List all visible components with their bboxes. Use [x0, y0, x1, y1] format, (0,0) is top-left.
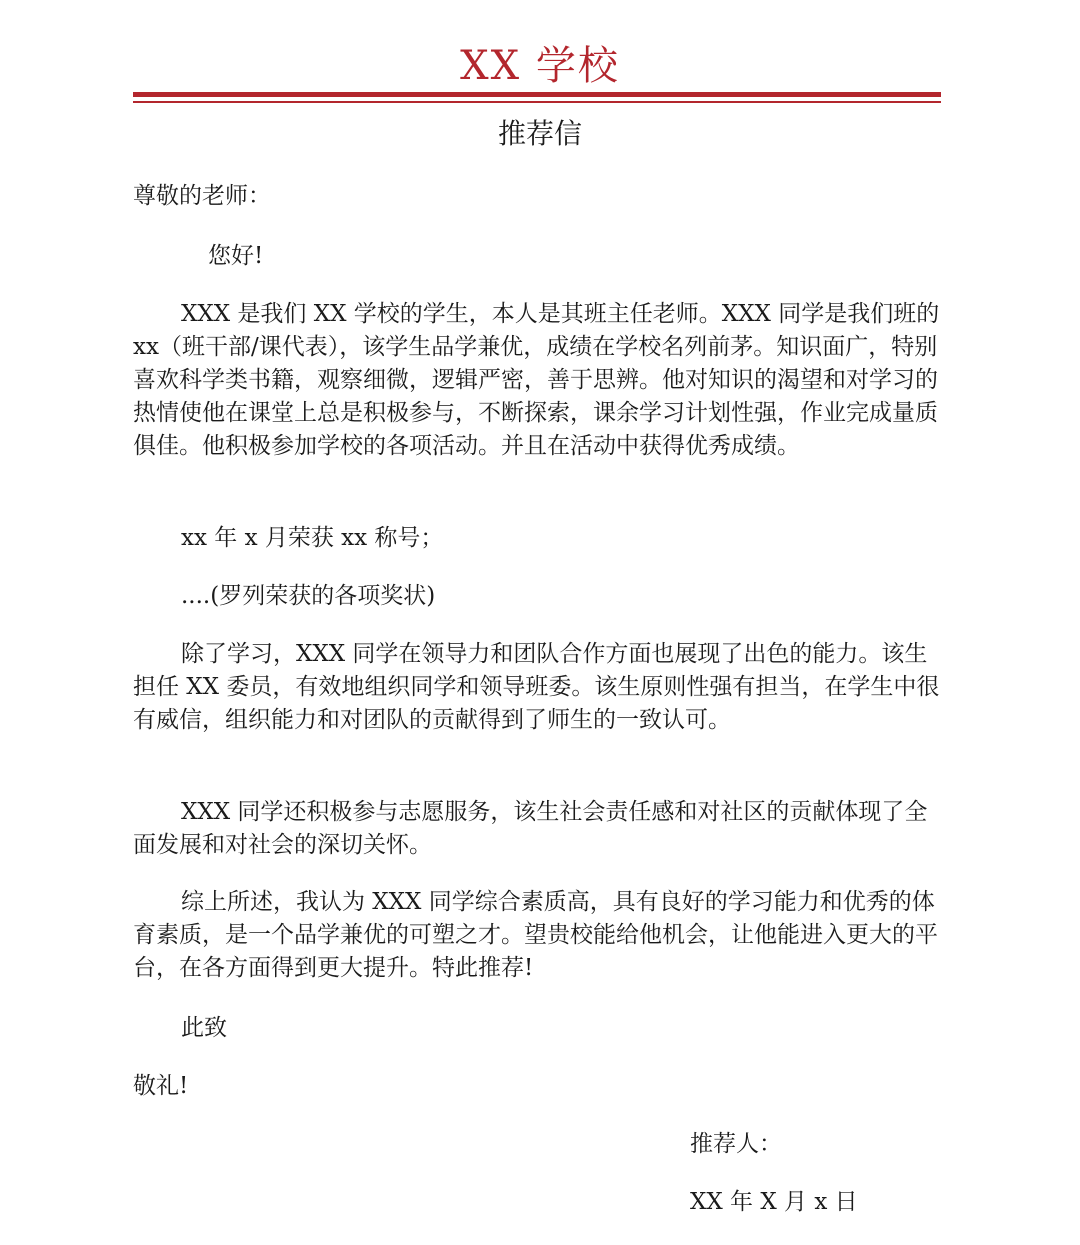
closing-line-1: 此致	[181, 1015, 227, 1041]
paragraph-award-line: xx 年 x 月荣获 xx 称号；	[181, 525, 444, 551]
paragraph-introduction: XXX 是我们 XX 学校的学生，本人是其班主任老师。XXX 同学是我们班的 xx（班干部/课代表），该学生品学兼优，成绩在学校名列前茅。知识面广，特别喜欢科学类书籍，观察细微，逻辑严密，善于思辨。他对知识的渴望和对学习的热情使他在课堂上总是积极参与，不断探索，课余学习计划性强，作业完成量质俱佳。他积极参加学校的各项活动。并且在活动中获得优秀成绩。	[133, 301, 940, 459]
greeting: 您好!	[208, 243, 264, 269]
paragraph-leadership: 除了学习，XXX 同学在领导力和团队合作方面也展现了出色的能力。该生担任 XX 委员，有效地组织同学和领导班委。该生原则性强有担当，在学生中很有威信，组织能力和对团队的贡献得到了师生的一致认可。	[133, 641, 940, 733]
paragraph-volunteer: XXX 同学还积极参与志愿服务，该生社会责任感和对社区的贡献体现了全面发展和对社会的深切关怀。	[133, 799, 928, 858]
letterhead-rule-thick	[133, 92, 941, 97]
school-name: XX 学校	[460, 43, 620, 89]
paragraph-award-list: ....(罗列荣获的各项奖状)	[181, 583, 436, 609]
closing-line-2: 敬礼!	[133, 1073, 189, 1099]
document-title: 推荐信	[497, 117, 582, 150]
salutation: 尊敬的老师：	[133, 183, 271, 209]
recommender-label: 推荐人：	[690, 1131, 782, 1157]
letterhead-rule-thin	[133, 101, 941, 103]
signature-date: XX 年 X 月 x 日	[690, 1189, 858, 1215]
paragraph-conclusion: 综上所述，我认为 XXX 同学综合素质高，具有良好的学习能力和优秀的体育素质，是一个品学兼优的可塑之才。望贵校能给他机会，让他能进入更大的平台，在各方面得到更大提升。特此推荐!	[133, 889, 938, 981]
